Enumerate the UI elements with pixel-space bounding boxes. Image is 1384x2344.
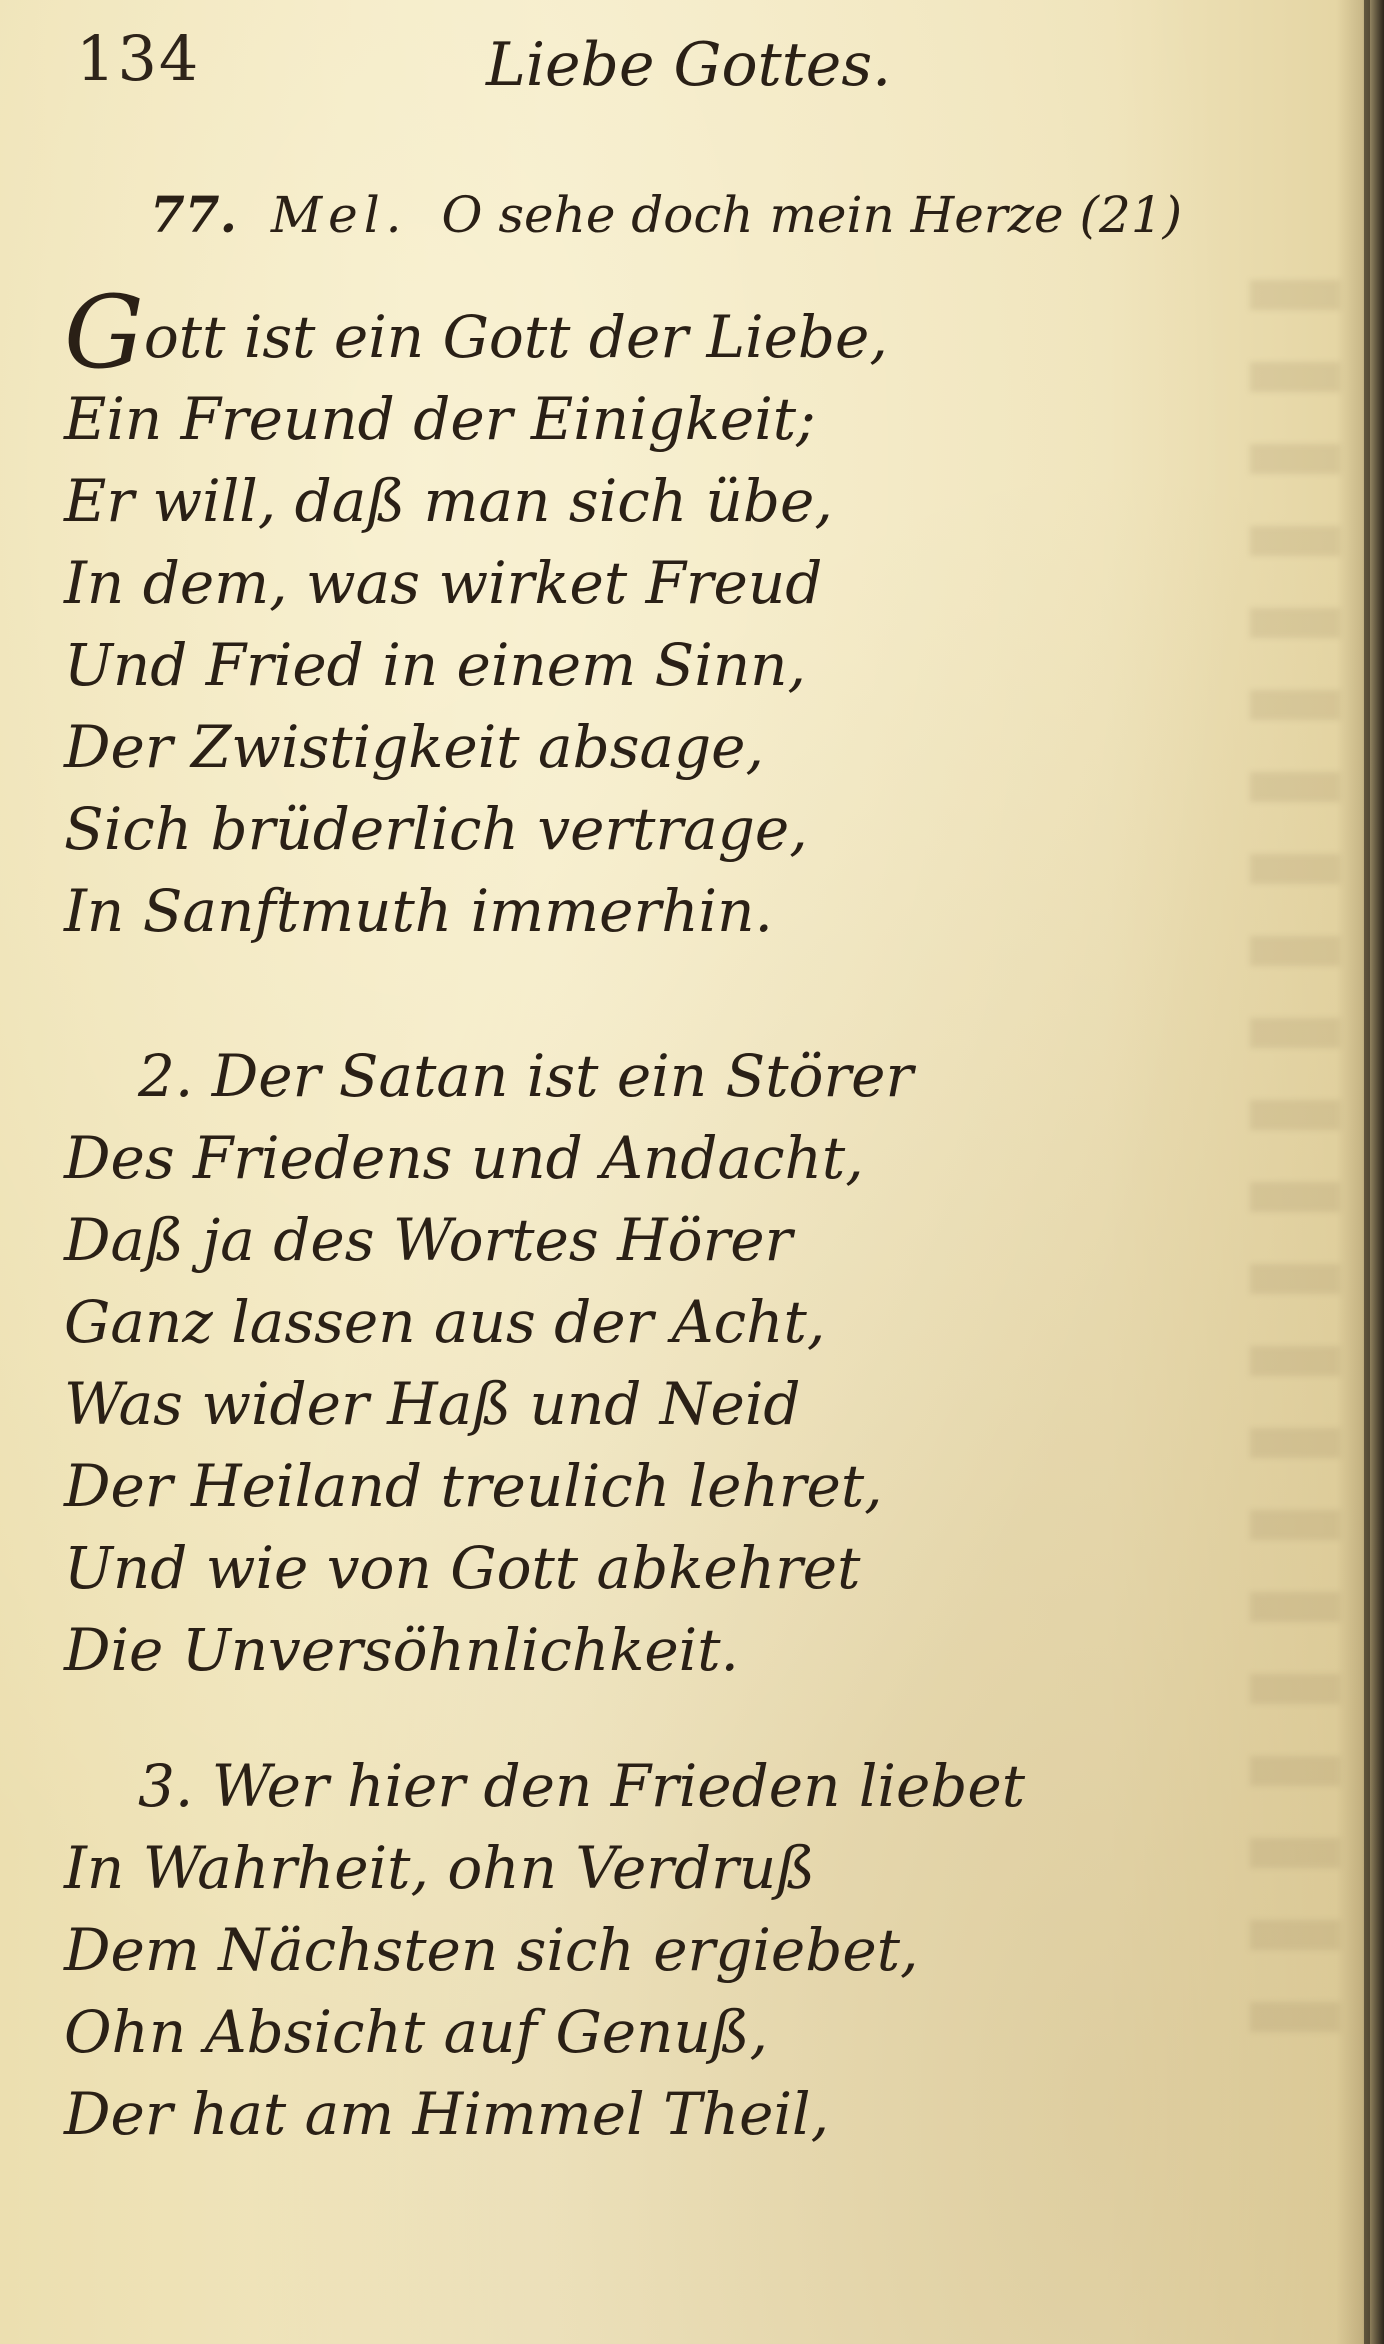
running-head: Liebe Gottes.	[486, 30, 892, 100]
drop-initial: G	[64, 274, 144, 391]
verse-line: Er will, daß man sich übe,	[64, 467, 833, 535]
verse-line: Was wider Haß und Neid	[64, 1370, 801, 1438]
verse-line: Ohn Absicht auf Genuß,	[64, 1998, 768, 2066]
melody-tune: O sehe doch mein Herze (21)	[441, 186, 1183, 244]
melody-line	[150, 185, 1182, 244]
verse-line-text: ott ist ein Gott der Liebe,	[143, 303, 888, 371]
stanza-3	[64, 1745, 1184, 2155]
verse-line: Und wie von Gott abkehret	[64, 1534, 861, 1602]
verse-line: In Wahrheit, ohn Verdruß	[64, 1834, 815, 1902]
verse-line: Ganz lassen aus der Acht,	[64, 1288, 826, 1356]
show-through-text	[1250, 280, 1340, 2080]
verse-line: Der Zwistigkeit absage,	[64, 713, 764, 781]
verse-line: Der hat am Himmel Theil,	[64, 2080, 830, 2148]
binding-edge	[1364, 0, 1370, 2344]
verse-line: In Sanftmuth immerhin.	[64, 877, 773, 945]
page-number: 134	[76, 22, 201, 95]
stanza-2	[64, 1035, 1184, 1691]
melody-abbreviation: Mel.	[270, 186, 408, 244]
verse-line-text: Wer hier den Frieden liebet	[211, 1752, 1026, 1820]
hymn-number: 77.	[150, 185, 237, 244]
verse-line: Ein Freund der Einigkeit;	[64, 385, 816, 453]
page-edge-shadow	[1336, 0, 1384, 2344]
stanza-1	[64, 274, 1184, 952]
verse-line: Dem Nächsten sich ergiebet,	[64, 1916, 919, 1984]
stanza-number: 3.	[138, 1752, 194, 1820]
verse-line	[64, 1745, 1184, 1827]
verse-line-text: Der Satan ist ein Störer	[211, 1042, 914, 1110]
verse-line: Und Fried in einem Sinn,	[64, 631, 806, 699]
verse-line: Der Heiland treulich lehret,	[64, 1452, 883, 1520]
verse-line: Daß ja des Wortes Hörer	[64, 1206, 793, 1274]
verse-line	[64, 1035, 1184, 1117]
verse-line: Sich brüderlich vertrage,	[64, 795, 808, 863]
page-header	[76, 22, 1176, 112]
verse-line	[64, 274, 1184, 391]
stanza-number: 2.	[138, 1042, 194, 1110]
verse-line: Des Friedens und Andacht,	[64, 1124, 864, 1192]
verse-line: In dem, was wirket Freud	[64, 549, 823, 617]
verse-line: Die Unversöhnlichkeit.	[64, 1616, 739, 1684]
